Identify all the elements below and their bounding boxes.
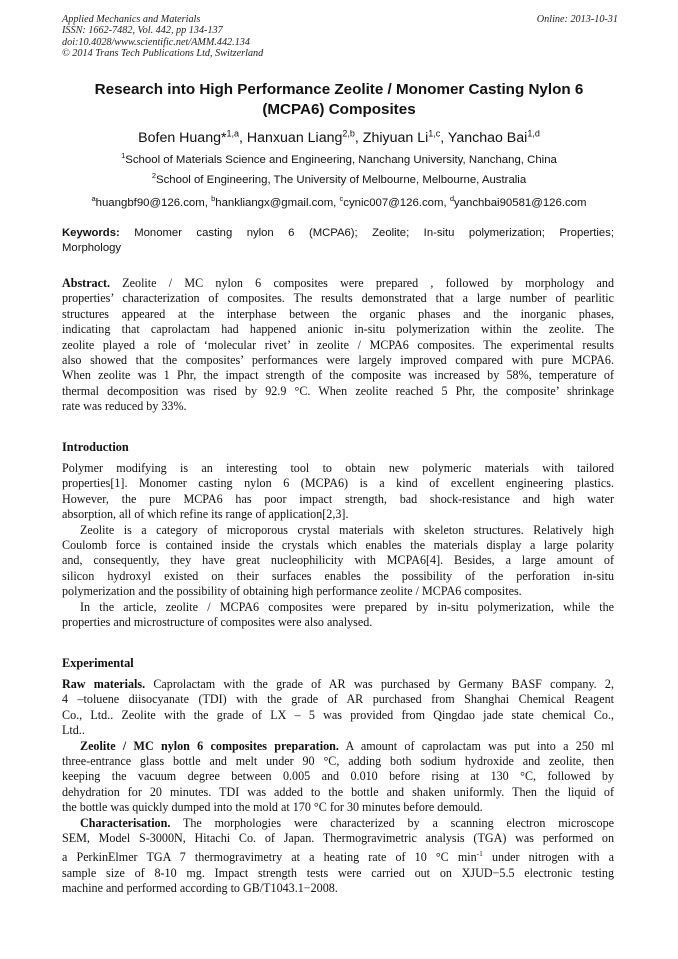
journal-name: Applied Mechanics and Materials	[62, 14, 201, 25]
affiliation-2: $^2$School of Engineering, The University of Melbourne, Melbourne, Australia	[151, 171, 527, 186]
introduction-text: Polymer modifying is an interesting tool to obtain new polymeric materials with tailored properties[1]. Monomer casting nylon 6 (MCPA6) is a kind of excellent engineering plastics. However, the pure MCPA6 has poor impact strength, bad shock-resistance and high water absorption, all of which refine its range of application[2,3]. Zeolite is a category of microporous crystal materials with skeleton structures. Relatively high Coulomb force is contained inside the crystals which enables the materials display a large polarity and, consequently, they have great nucleophilicity with MCPA6[4]. Besides, a large amount of silicon hydroxyl existed on their surfaces enables the possibility of the perforation in-situ polymerization and the possibility of obtaining high performance zeolite / MCPA6 composites. In the article, zeolite / MCPA6 composites were prepared by in-situ polymerization, while the properties and microstructure of composites were also analysed.	[62, 461, 614, 630]
email-list: $^a$huangbf90@126.com, $^b$hankliangx@gmail.com, $^c$cynic007@126.com, $^d$yanchbai90581@126.com	[91, 194, 587, 209]
experimental-text: Raw materials. Caprolactam with the grade of AR was purchased by Germany BASF company. 2, 4 –toluene diisocyanate (TDI) with the grade of AR purchased from Shanghai Chemical Reagent Co., Ltd.. Zeolite with the grade of LX – 5 was provided from Qingdao jade state chemical Co., Ltd.. Zeolite / MC nylon 6 composites preparation. A amount of caprolactam was put into a 250 ml three-entrance glass bottle and melt under 90 °C, adding both sodium hydroxide and zeolite, then keeping the vacuum degree between 0.005 and 0.010 before rising at 130 °C, followed by dehydration for 20 minutes. TDI was added to the bottle and shaken uniformly. Then the liquid of the bottle was quickly dumped into the mold at 170 °C for 30 minutes before demould. Characterisation. The morphologies were characterized by a scanning electron microscope SEM, Model S-3000N, Hitachi Co. of Japan. Thermogravimetric analysis (TGA) was performed on a PerkinElmer TGA 7 thermogravimetry at a heating rate of 10 °C $\min^{-1}$ under nitrogen with a sample size of 8-10 mg. Impact strength tests were carried out on XJUD−5.5 electronic testing machine and performed according to GB/T1043.1−2008.	[62, 677, 615, 896]
author: Bofen Huang*$^{1,a}$,	[138, 128, 247, 146]
raw-materials-label: Raw materials.	[62, 677, 146, 691]
section-heading-introduction: Introduction	[62, 440, 129, 454]
journal-header	[62, 14, 618, 60]
paper-title	[62, 80, 616, 119]
paper-title-line-2: (MCPA6) Composites	[262, 100, 416, 118]
author: Hanxuan Liang$^{2,b}$,	[246, 128, 363, 146]
paper-title-line-1: Research into High Performance Zeolite / Monomer Casting Nylon 6	[94, 81, 584, 98]
abstract-label: Abstract.	[62, 276, 111, 290]
journal-doi: doi:10.4028/www.scientific.net/AMM.442.134	[62, 36, 250, 48]
journal-copyright: © 2014 Trans Tech Publications Ltd, Switzerland	[62, 48, 264, 60]
author: Zhiyuan Li$^{1,c}$,	[362, 128, 448, 146]
keywords	[62, 226, 614, 257]
preparation-label: Zeolite / MC nylon 6 composites preparation.	[80, 738, 339, 753]
affiliation-1: $^1$School of Materials Science and Engineering, Nanchang University, Nanchang, China	[121, 151, 557, 166]
section-heading-experimental: Experimental	[62, 656, 134, 670]
keywords-label: Keywords:	[62, 227, 120, 239]
abstract: Abstract. Zeolite / MC nylon 6 composites were prepared , followed by morphology and properties’ characterization of composites. The results demonstrated that a large number of pearlitic structures appeared at the interphase between the organic phases and the inorganic phases, indicating that caprolactam had happened anionic in-situ polymerization within the zeolite. The zeolite played a role of ‘molecular rivet’ in zeolite / MCPA6 composites. The experimental results also showed that the composites’ performances were largely improved compared with pure MCPA6. When zeolite was 1 Phr, the impact strength of the composite was increased by 58%, temperature of thermal decomposition was rised by 92.9 °C. When zeolite reached 5 Phr, the composite’ shrinkage rate was reduced by 33%.	[62, 276, 614, 414]
characterisation-label: Characterisation.	[80, 815, 171, 830]
author-list	[62, 124, 616, 147]
journal-issn: ISSN: 1662-7482, Vol. 442, pp 134-137	[62, 25, 223, 37]
keywords-text: Morphology	[62, 242, 122, 255]
author: Yanchao Bai$^{1,d}$	[447, 128, 540, 146]
keywords-text: Monomer casting nylon 6 (MCPA6); Zeolite; In-situ polymerization; Properties;	[119, 227, 614, 239]
online-date: Online: 2013-10-31	[536, 14, 618, 25]
